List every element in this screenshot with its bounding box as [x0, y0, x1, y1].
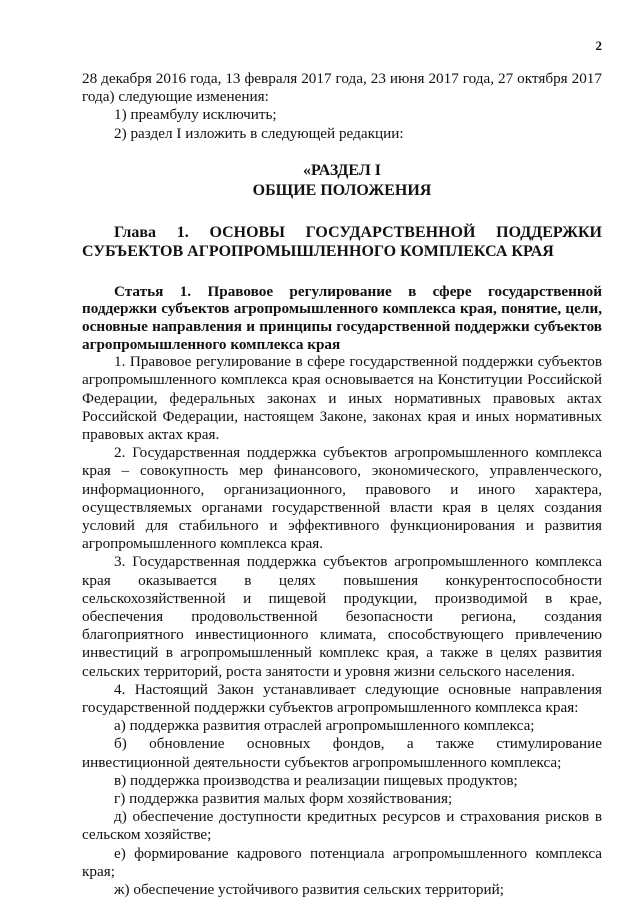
- list-item-b: б) обновление основных фондов, а также стимулирование инвестиционной деятельности субъектов агропромышленного комплекса;: [82, 735, 602, 771]
- intro-item-1: 1) преамбулу исключить;: [114, 106, 277, 124]
- article-paragraph-2: 2. Государственная поддержка субъектов агропромышленного комплекса края – совокупность мер финансового, экономического, управленческого, информационного, организационного, правового и иного характера, осуществляемых органами государственной власти края в целях создания условий для стабильного и эффективного функционирования и развития агропромышленного комплекса края.: [82, 444, 602, 553]
- section-subtitle: ОБЩИЕ ПОЛОЖЕНИЯ: [252, 181, 432, 199]
- list-item-a: а) поддержка развития отраслей агропромышленного комплекса;: [114, 717, 535, 735]
- article-paragraph-3: 3. Государственная поддержка субъектов агропромышленного комплекса края оказывается в целях повышения конкурентоспособности сельскохозяйственной и пищевой продукции, производимой в крае, обеспечения продовольственной безопасности региона, создания благоприятного инвестиционного климата, способствующего привлечению инвестиций в агропромышленный комплекс края, а также в целях развития сельских территорий, роста занятости и уровня жизни сельского населения.: [82, 553, 602, 680]
- article-paragraph-1: 1. Правовое регулирование в сфере государственной поддержки субъектов агропромышленного комплекса края основывается на Конституции Российской Федерации, федеральных законах и иных нормативных правовых актах Российской Федерации, настоящем Законе, законах края и иных нормативных правовых актах края.: [82, 353, 602, 443]
- document-body: [82, 70, 602, 899]
- chapter-title: Глава 1. ОСНОВЫ ГОСУДАРСТВЕННОЙ ПОДДЕРЖКИ СУБЪЕКТОВ АГРОПРОМЫШЛЕННОГО КОМПЛЕКСА КРАЯ: [82, 223, 602, 260]
- list-item-e: е) формирование кадрового потенциала агропромышленного комплекса края;: [82, 844, 602, 880]
- intro-text: 28 декабря 2016 года, 13 февраля 2017 года, 23 июня 2017 года, 27 октября 2017 года) следующие изменения:: [82, 70, 602, 106]
- article-title: Статья 1. Правовое регулирование в сфере государственной поддержки субъектов агропромышленного комплекса края, понятие, цели, основные направления и принципы государственной поддержки субъектов агропромышленного комплекса края: [82, 282, 602, 353]
- article-paragraph-4: 4. Настоящий Закон устанавливает следующие основные направления государственной поддержки субъектов агропромышленного комплекса края:: [82, 680, 602, 717]
- intro-item-2: 2) раздел I изложить в следующей редакции:: [114, 124, 404, 142]
- list-item-d: д) обеспечение доступности кредитных ресурсов и страхования рисков в сельском хозяйстве;: [82, 808, 602, 844]
- list-item-g: г) поддержка развития малых форм хозяйствования;: [114, 790, 453, 808]
- list-item-zh: ж) обеспечение устойчивого развития сельских территорий;: [114, 881, 504, 899]
- list-item-v: в) поддержка производства и реализации пищевых продуктов;: [114, 771, 518, 789]
- section-title: «РАЗДЕЛ I: [303, 161, 381, 179]
- page-number: 2: [595, 38, 602, 53]
